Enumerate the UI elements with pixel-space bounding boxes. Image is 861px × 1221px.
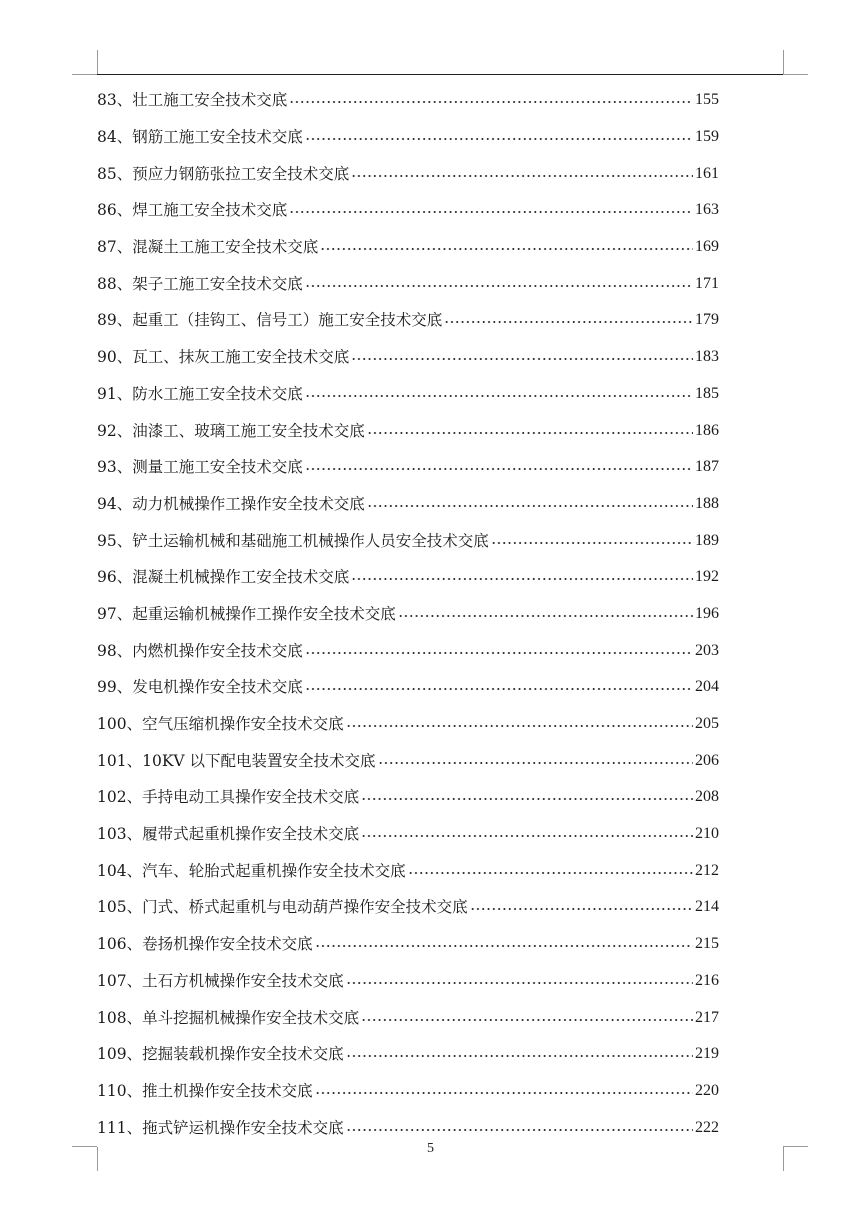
toc-entry[interactable] [97,229,719,266]
toc-entry-number: 97 [97,604,117,623]
toc-entry[interactable] [97,926,719,963]
toc-entry-title: 混凝土机械操作工安全技术交底 [132,568,350,587]
crop-mark-top-right-h [783,74,808,75]
toc-entry-title: 油漆工、玻璃工施工安全技术交底 [132,421,365,440]
toc-entry-number: 102 [97,788,127,807]
toc-entry-number: 104 [97,861,127,880]
toc-entry-separator: 、 [116,494,133,513]
toc-entry-number: 84 [97,128,117,147]
toc-entry-title: 推土机操作安全技术交底 [142,1081,313,1100]
toc-dot-leader [346,725,693,727]
toc-entry-page: 169 [695,238,719,256]
toc-entry-page: 187 [695,458,719,476]
toc-dot-leader [346,1055,693,1057]
toc-entry[interactable] [97,816,719,853]
toc-entry-page: 163 [695,201,719,219]
toc-entry-page: 222 [695,1118,719,1136]
toc-dot-leader [351,358,693,360]
toc-entry-title: 动力机械操作工操作安全技术交底 [132,494,365,513]
toc-entry-number: 99 [97,678,117,697]
toc-entry-page: 185 [695,384,719,402]
toc-entry-title: 混凝土工施工安全技术交底 [132,238,319,257]
toc-entry[interactable] [97,632,719,669]
toc-dot-leader [491,542,693,544]
toc-entry-title: 起重工（挂钩工、信号工）施工安全技术交底 [132,311,443,330]
toc-entry[interactable] [97,596,719,633]
toc-entry[interactable] [97,376,719,413]
toc-entry[interactable] [97,339,719,376]
toc-entry-title: 铲土运输机械和基础施工机械操作人员安全技术交底 [132,531,489,550]
toc-entry-separator: 、 [116,164,133,183]
toc-entry-page: 220 [695,1081,719,1099]
toc-entry[interactable] [97,779,719,816]
toc-entry-title: 焊工施工安全技术交底 [132,201,288,220]
toc-entry-title: 壮工施工安全技术交底 [132,91,288,110]
toc-entry-separator: 、 [116,238,133,257]
toc-dot-leader [361,835,693,837]
toc-dot-leader [378,762,693,764]
toc-entry[interactable] [97,449,719,486]
toc-entry[interactable] [97,302,719,339]
toc-entry-separator: 、 [126,1081,143,1100]
toc-dot-leader [351,175,693,177]
toc-entry-separator: 、 [126,1008,143,1027]
toc-entry[interactable] [97,1036,719,1073]
crop-mark-top-left-v [97,50,98,74]
toc-entry-page: 217 [695,1008,719,1026]
toc-entry-separator: 、 [116,311,133,330]
toc-entry-title: 门式、桥式起重机与电动葫芦操作安全技术交底 [142,898,468,917]
toc-entry-title: 挖掘装载机操作安全技术交底 [142,1045,344,1064]
toc-entry-separator: 、 [116,568,133,587]
toc-entry-title: 履带式起重机操作安全技术交底 [142,825,360,844]
toc-dot-leader [408,872,693,874]
toc-entry[interactable] [97,412,719,449]
toc-dot-leader [305,395,693,397]
toc-entry-page: 189 [695,531,719,549]
toc-entry-title: 内燃机操作安全技术交底 [132,641,303,660]
toc-entry-number: 109 [97,1045,127,1064]
toc-dot-leader [305,468,693,470]
toc-entry-title: 预应力钢筋张拉工安全技术交底 [132,164,350,183]
toc-entry-title: 拖式铲运机操作安全技术交底 [142,1118,344,1137]
toc-entry-page: 214 [695,898,719,916]
toc-entry-number: 107 [97,971,127,990]
toc-entry[interactable] [97,999,719,1036]
toc-entry-number: 95 [97,531,117,550]
toc-dot-leader [444,321,693,323]
toc-entry-separator: 、 [116,91,133,110]
toc-entry[interactable] [97,1073,719,1110]
toc-entry-page: 159 [695,128,719,146]
toc-entry-separator: 、 [116,201,133,220]
toc-entry-separator: 、 [116,458,133,477]
toc-entry-page: 171 [695,274,719,292]
toc-entry[interactable] [97,889,719,926]
toc-entry-title: 防水工施工安全技术交底 [132,384,303,403]
toc-entry-page: 186 [695,421,719,439]
toc-entry-number: 91 [97,384,117,403]
toc-entry-separator: 、 [116,421,133,440]
toc-dot-leader [305,652,693,654]
toc-entry-number: 98 [97,641,117,660]
toc-entry-page: 188 [695,494,719,512]
toc-entry[interactable] [97,522,719,559]
toc-entry-page: 210 [695,825,719,843]
toc-entry-number: 83 [97,91,117,110]
toc-entry-separator: 、 [126,715,143,734]
toc-entry-page: 183 [695,348,719,366]
toc-dot-leader [351,578,693,580]
toc-entry-number: 106 [97,935,127,954]
toc-entry-title: 空气压缩机操作安全技术交底 [142,715,344,734]
toc-entry[interactable] [97,265,719,302]
crop-mark-top-right-v [783,50,784,74]
toc-entry[interactable] [97,119,719,156]
toc-entry-number: 93 [97,458,117,477]
toc-entry-page: 219 [695,1045,719,1063]
toc-dot-leader [305,138,693,140]
toc-entry-separator: 、 [116,604,133,623]
toc-entry[interactable] [97,852,719,889]
toc-dot-leader [305,285,693,287]
toc-entry-page: 212 [695,861,719,879]
toc-dot-leader [315,1092,693,1094]
toc-dot-leader [320,248,693,250]
toc-entry[interactable] [97,559,719,596]
toc-entry-number: 111 [97,1118,127,1137]
toc-entry-page: 155 [695,91,719,109]
toc-entry-page: 204 [695,678,719,696]
toc-entry-title: 起重运输机械操作工操作安全技术交底 [132,604,396,623]
toc-entry-page: 205 [695,715,719,733]
toc-entry-page: 208 [695,788,719,806]
toc-entry[interactable] [97,155,719,192]
toc-entry-title: 卷扬机操作安全技术交底 [142,935,313,954]
toc-entry[interactable] [97,82,719,119]
toc-entry-title: 架子工施工安全技术交底 [132,274,303,293]
toc-dot-leader [367,505,693,507]
toc-entry-number: 88 [97,274,117,293]
toc-dot-leader [398,615,693,617]
toc-entry-title: 汽车、轮胎式起重机操作安全技术交底 [142,861,406,880]
toc-entry-number: 89 [97,311,117,330]
toc-entry-separator: 、 [116,678,133,697]
toc-entry-number: 85 [97,164,117,183]
toc-dot-leader [346,1129,693,1131]
toc-entry-separator: 、 [126,1118,143,1137]
toc-entry-separator: 、 [126,1045,143,1064]
toc-entry-separator: 、 [126,971,143,990]
toc-entry-title: 10KV 以下配电装置安全技术交底 [142,751,376,770]
toc-entry-separator: 、 [116,274,133,293]
toc-entry-title: 测量工施工安全技术交底 [132,458,303,477]
toc-entry-number: 100 [97,715,127,734]
toc-dot-leader [361,1019,693,1021]
toc-entry[interactable] [97,706,719,743]
toc-entry-title: 手持电动工具操作安全技术交底 [142,788,360,807]
toc-dot-leader [367,432,693,434]
toc-entry-page: 215 [695,935,719,953]
toc-entry-number: 101 [97,751,127,770]
toc-dot-leader [346,982,693,984]
toc-entry-separator: 、 [126,935,143,954]
toc-entry-title: 瓦工、抹灰工施工安全技术交底 [132,348,350,367]
toc-entry-separator: 、 [126,861,143,880]
toc-entry-number: 110 [97,1081,127,1100]
toc-entry[interactable] [97,963,719,1000]
toc-entry-separator: 、 [116,384,133,403]
toc-dot-leader [289,211,693,213]
toc-entry-separator: 、 [126,751,143,770]
toc-entry[interactable] [97,192,719,229]
toc-entry-page: 206 [695,751,719,769]
table-of-contents [97,82,719,1146]
toc-entry-separator: 、 [126,898,143,917]
toc-entry-number: 103 [97,825,127,844]
toc-dot-leader [315,945,693,947]
toc-dot-leader [470,908,693,910]
toc-entry-number: 96 [97,568,117,587]
toc-entry[interactable] [97,669,719,706]
toc-entry-number: 105 [97,898,127,917]
toc-entry-separator: 、 [126,788,143,807]
toc-entry-page: 192 [695,568,719,586]
toc-entry-title: 发电机操作安全技术交底 [132,678,303,697]
header-rule [97,74,783,75]
toc-entry-separator: 、 [116,641,133,660]
toc-entry-page: 203 [695,641,719,659]
toc-entry-separator: 、 [126,825,143,844]
toc-entry-number: 86 [97,201,117,220]
toc-entry-number: 108 [97,1008,127,1027]
toc-entry-number: 92 [97,421,117,440]
toc-entry-separator: 、 [116,348,133,367]
toc-entry-separator: 、 [116,531,133,550]
toc-entry-title: 土石方机械操作安全技术交底 [142,971,344,990]
toc-dot-leader [361,798,693,800]
toc-entry-page: 216 [695,971,719,989]
page-number: 5 [427,1141,434,1156]
toc-dot-leader [289,101,693,103]
toc-entry-separator: 、 [116,128,133,147]
toc-dot-leader [305,688,693,690]
toc-entry-page: 179 [695,311,719,329]
toc-entry-title: 钢筋工施工安全技术交底 [132,128,303,147]
crop-mark-top-left-h [72,74,97,75]
toc-entry-number: 90 [97,348,117,367]
toc-entry[interactable] [97,742,719,779]
toc-entry[interactable] [97,486,719,523]
toc-entry-page: 196 [695,604,719,622]
toc-entry-number: 94 [97,494,117,513]
toc-entry-page: 161 [695,164,719,182]
toc-entry-title: 单斗挖掘机械操作安全技术交底 [142,1008,360,1027]
toc-entry-number: 87 [97,238,117,257]
